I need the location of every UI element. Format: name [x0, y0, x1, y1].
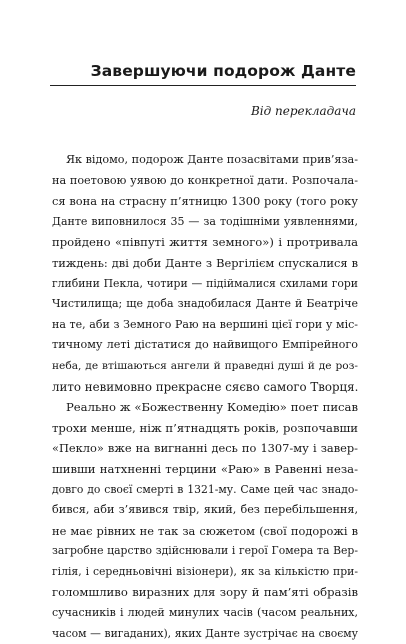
text-line: Як відомо, подорож Данте позасвітами прив’яза-	[66, 153, 359, 166]
text-line: на поетовою уявою до конкретної дати. Розпочала-	[52, 173, 358, 187]
text-line: тичному леті дістатися до найвищого Емпірейного	[52, 338, 358, 352]
text-line: довго до своєї смерті в 1321-му. Саме цей час знадо-	[52, 482, 358, 496]
text-line: тиждень: дві доби Данте з Вергілієм спускалися в	[52, 255, 358, 270]
text-line: неба, де втішаються ангели й праведні душі й де роз-	[52, 359, 358, 372]
title-rule	[50, 85, 356, 86]
text-line: часом — вигаданих), яких Данте зустрічає на своєму	[52, 626, 358, 640]
chapter-title: Завершуючи подорож Данте	[90, 62, 356, 80]
text-line: бився, аби з’явився твір, який, без перебільшення,	[52, 503, 358, 517]
text-line: глибини Пекла, чотири — підіймалися схилами гори	[52, 276, 358, 290]
text-line: трохи менше, ніж п’ятнадцять років, розпочавши	[52, 420, 358, 435]
text-line: ся вона на страсну п’ятницю 1300 року (того року	[52, 194, 358, 209]
text-line: лито невимовно прекрасне сяєво самого Творця.	[52, 379, 359, 394]
text-line: «Пекло» вже на вигнанні десь по 1307-му і завер-	[52, 441, 358, 456]
text-line: гілія, і середньовічні візіонери), як за кількістю при-	[52, 564, 358, 578]
text-line: Чистилища; ще доба знадобилася Данте й Беатріче	[52, 297, 358, 311]
text-line: шивши натхненні терцини «Раю» в Равенні неза-	[52, 461, 358, 476]
text-line: пройдено «півпуті життя земного») і протривала	[52, 235, 358, 250]
text-line: голомшливо виразних для зору й пам’яті образів	[52, 585, 358, 600]
text-line: сучасників і людей минулих часів (часом реальних,	[52, 606, 358, 620]
text-line: на те, аби з Земного Раю на вершині цієї гори у міс-	[52, 317, 358, 331]
text-line: Реально ж «Божественну Комедію» поет писав	[66, 400, 358, 415]
chapter-subtitle: Від перекладача	[250, 104, 356, 118]
body-text	[52, 150, 358, 644]
text-line: не має рівних не так за сюжетом (свої подорожі в	[52, 523, 358, 538]
text-line: Данте виповнилося 35 — за тодішніми уявленнями,	[52, 214, 358, 228]
text-line: загробне царство здійснювали і герої Гомера та Вер-	[52, 544, 358, 558]
